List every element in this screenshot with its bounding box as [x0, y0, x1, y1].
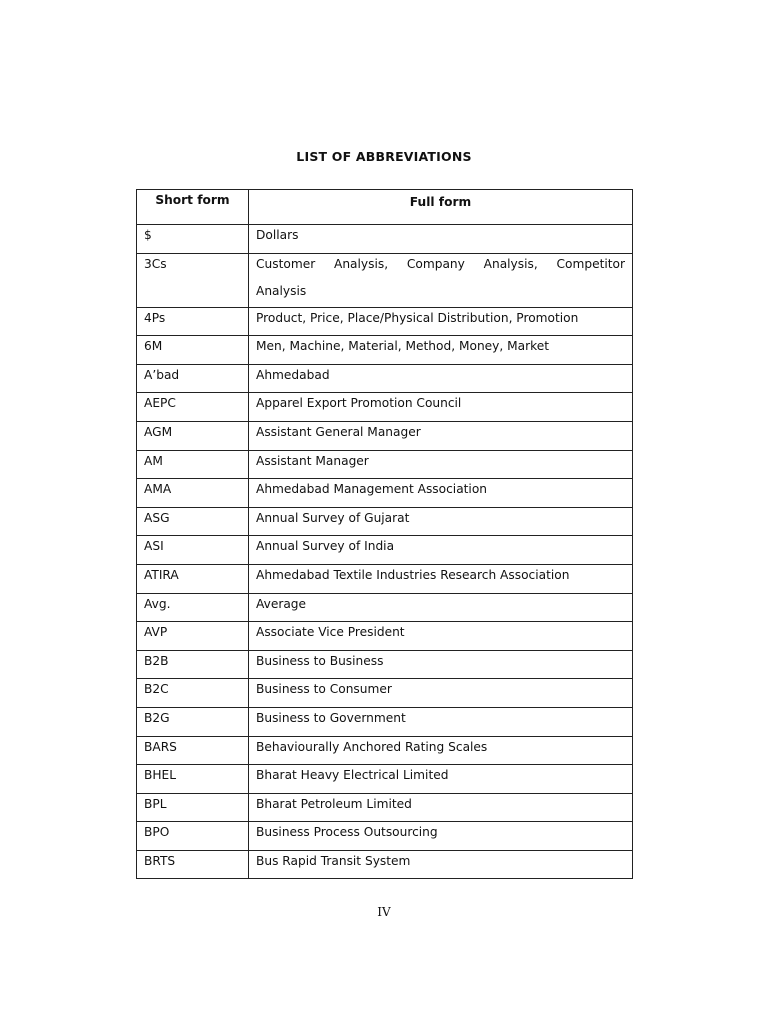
table-row: [137, 336, 633, 365]
short-form-cell: AGM: [137, 421, 249, 450]
short-form-cell: AEPC: [137, 393, 249, 422]
short-form-cell: A’bad: [137, 364, 249, 393]
full-form-cell: Business Process Outsourcing: [249, 822, 633, 851]
full-form-cell: Bharat Petroleum Limited: [249, 793, 633, 822]
table-row: [137, 364, 633, 393]
table-row: [137, 253, 633, 307]
short-form-cell: B2B: [137, 650, 249, 679]
full-form-cell: Average: [249, 593, 633, 622]
short-form-cell: Avg.: [137, 593, 249, 622]
short-form-cell: BPO: [137, 822, 249, 851]
header-short-form: Short form: [137, 190, 249, 225]
full-form-cell: Dollars: [249, 225, 633, 254]
table-row: [137, 650, 633, 679]
full-form-cell: Ahmedabad Management Association: [249, 479, 633, 508]
short-form-cell: BRTS: [137, 850, 249, 879]
short-form-cell: $: [137, 225, 249, 254]
short-form-cell: B2G: [137, 707, 249, 736]
short-form-cell: AM: [137, 450, 249, 479]
full-form-cell: Men, Machine, Material, Method, Money, Market: [249, 336, 633, 365]
full-form-line-1: Customer Analysis, Company Analysis, Competitor: [256, 256, 625, 271]
table-row: [137, 225, 633, 254]
short-form-cell: 3Cs: [137, 253, 249, 307]
full-form-line-2: Analysis: [256, 283, 307, 298]
short-form-cell: ASG: [137, 507, 249, 536]
header-full-form: Full form: [249, 190, 633, 225]
full-form-cell: Bharat Heavy Electrical Limited: [249, 765, 633, 794]
table-row: [137, 536, 633, 565]
full-form-cell: Annual Survey of Gujarat: [249, 507, 633, 536]
table-row: [137, 736, 633, 765]
full-form-cell: Assistant General Manager: [249, 421, 633, 450]
full-form-cell: Associate Vice President: [249, 622, 633, 651]
table-row: [137, 307, 633, 336]
full-form-cell: Business to Government: [249, 707, 633, 736]
page-number: IV: [377, 905, 391, 919]
short-form-cell: ASI: [137, 536, 249, 565]
table-row: [137, 822, 633, 851]
full-form-cell: Ahmedabad: [249, 364, 633, 393]
short-form-cell: ATIRA: [137, 564, 249, 593]
table-row: [137, 765, 633, 794]
table-row: [137, 593, 633, 622]
table-header-row: [137, 190, 633, 225]
short-form-cell: AVP: [137, 622, 249, 651]
short-form-cell: B2C: [137, 679, 249, 708]
short-form-cell: BHEL: [137, 765, 249, 794]
full-form-cell: Assistant Manager: [249, 450, 633, 479]
table-row: [137, 421, 633, 450]
short-form-cell: BARS: [137, 736, 249, 765]
table-row: [137, 393, 633, 422]
table-row: [137, 450, 633, 479]
full-form-cell: Behaviourally Anchored Rating Scales: [249, 736, 633, 765]
short-form-cell: BPL: [137, 793, 249, 822]
full-form-cell: Business to Consumer: [249, 679, 633, 708]
table-row: [137, 564, 633, 593]
full-form-cell: Business to Business: [249, 650, 633, 679]
full-form-cell: Apparel Export Promotion Council: [249, 393, 633, 422]
full-form-cell: Bus Rapid Transit System: [249, 850, 633, 879]
full-form-cell: [249, 253, 633, 307]
full-form-cell: Ahmedabad Textile Industries Research Association: [249, 564, 633, 593]
full-form-cell: Product, Price, Place/Physical Distribution, Promotion: [249, 307, 633, 336]
table-row: [137, 850, 633, 879]
table-row: [137, 707, 633, 736]
table-row: [137, 479, 633, 508]
page-title: LIST OF ABBREVIATIONS: [296, 149, 472, 164]
full-form-cell: Annual Survey of India: [249, 536, 633, 565]
table-row: [137, 793, 633, 822]
short-form-cell: AMA: [137, 479, 249, 508]
table-row: [137, 679, 633, 708]
short-form-cell: 4Ps: [137, 307, 249, 336]
abbreviations-table: [136, 189, 633, 879]
table-row: [137, 622, 633, 651]
short-form-cell: 6M: [137, 336, 249, 365]
table-row: [137, 507, 633, 536]
